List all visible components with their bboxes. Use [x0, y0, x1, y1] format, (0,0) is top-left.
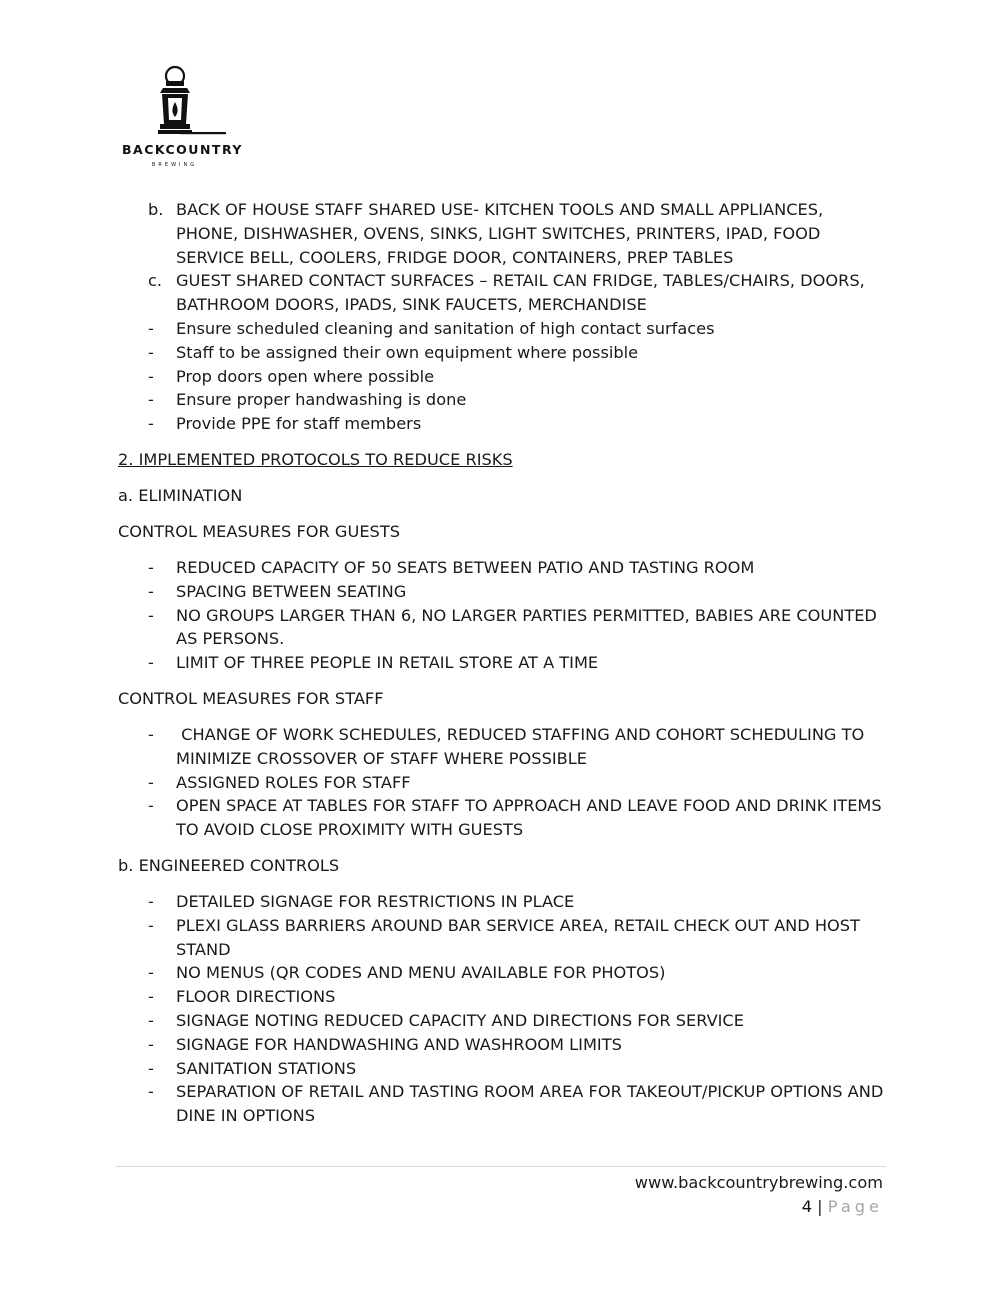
list-item — [118, 556, 888, 580]
list-marker: - — [148, 318, 154, 338]
list-item-text: Prop doors open where possible — [176, 366, 435, 386]
list-item — [118, 723, 888, 771]
list-item-text: SEPARATION OF RETAIL AND TASTING ROOM AREA FOR TAKEOUT/PICKUP OPTIONS AND DINE IN OPTIONS — [176, 1082, 884, 1126]
list-marker: - — [148, 390, 154, 410]
list-item — [118, 651, 888, 675]
section-heading: 2. IMPLEMENTED PROTOCOLS TO REDUCE RISKS — [118, 449, 513, 469]
list-item-text: REDUCED CAPACITY OF 50 SEATS BETWEEN PATIO AND TASTING ROOM — [176, 557, 755, 577]
list-item-text: Ensure scheduled cleaning and sanitation of high contact surfaces — [176, 318, 715, 338]
list-item-text: BACK OF HOUSE STAFF SHARED USE- KITCHEN TOOLS AND SMALL APPLIANCES, PHONE, DISHWASHER, OVENS, SINKS, LIGHT SWITCHES, PRINTERS, IPAD, FOOD SERVICE BELL, COOLERS, FRIDGE DOOR, CONTAINERS, PREP TABLES — [176, 200, 824, 267]
dash-marker: - — [148, 557, 154, 577]
logo-subtitle: BREWING — [152, 162, 198, 168]
staff-heading: CONTROL MEASURES FOR STAFF — [118, 688, 384, 708]
list-item — [118, 341, 888, 365]
list-item-text: GUEST SHARED CONTACT SURFACES – RETAIL CAN FRIDGE, TABLES/CHAIRS, DOORS, BATHROOM DOORS, IPADS, SINK FAUCETS, MERCHANDISE — [176, 271, 865, 315]
logo-wordmark: BACKCOUNTRY — [122, 142, 243, 157]
list-item-text: DETAILED SIGNAGE FOR RESTRICTIONS IN PLACE — [176, 891, 575, 911]
guests-list — [118, 556, 888, 675]
list-item-text: SPACING BETWEEN SEATING — [176, 581, 407, 601]
dash-marker: - — [148, 1010, 154, 1030]
list-item — [118, 794, 888, 842]
list-marker: - — [148, 366, 154, 386]
page-number: 4 — [801, 1197, 813, 1216]
document-body — [118, 198, 888, 1128]
subsection-heading-elimination: a. ELIMINATION — [118, 485, 243, 505]
list-item — [118, 604, 888, 652]
list-item-text: PLEXI GLASS BARRIERS AROUND BAR SERVICE AREA, RETAIL CHECK OUT AND HOST STAND — [176, 915, 860, 959]
list-item — [118, 1009, 888, 1033]
list-item-text: FLOOR DIRECTIONS — [176, 987, 336, 1007]
footer-divider — [116, 1166, 886, 1167]
list-marker: c. — [148, 271, 163, 291]
list-item — [118, 1080, 888, 1128]
dash-marker: - — [148, 1034, 154, 1054]
dash-marker: - — [148, 987, 154, 1007]
staff-list — [118, 723, 888, 842]
dash-marker: - — [148, 1082, 154, 1102]
list-item-text: SANITATION STATIONS — [176, 1058, 357, 1078]
list-item — [118, 1057, 888, 1081]
footer-website: www.backcountrybrewing.com — [634, 1173, 883, 1192]
list-item-text: ASSIGNED ROLES FOR STAFF — [176, 772, 411, 792]
list-item — [118, 985, 888, 1009]
dash-marker: - — [148, 796, 154, 816]
dash-marker: - — [148, 1058, 154, 1078]
list-item-text: NO MENUS (QR CODES AND MENU AVAILABLE FOR PHOTOS) — [176, 963, 666, 983]
dash-marker: - — [148, 891, 154, 911]
engineered-list — [118, 890, 888, 1128]
list-item — [118, 365, 888, 389]
lantern-icon — [158, 67, 226, 134]
page-indicator — [635, 1195, 883, 1219]
list-item — [118, 961, 888, 985]
list-item — [118, 1033, 888, 1057]
list-item-text: SIGNAGE NOTING REDUCED CAPACITY AND DIRECTIONS FOR SERVICE — [176, 1010, 744, 1030]
list-item-text: Ensure proper handwashing is done — [176, 390, 467, 410]
dash-marker: - — [148, 963, 154, 983]
dash-marker: - — [148, 772, 154, 792]
list-item — [118, 890, 888, 914]
dash-marker: - — [148, 724, 154, 744]
list-marker: b. — [148, 200, 164, 219]
guests-heading: CONTROL MEASURES FOR GUESTS — [118, 521, 400, 541]
dash-marker: - — [148, 653, 154, 673]
list-item — [118, 580, 888, 604]
list-item-text: OPEN SPACE AT TABLES FOR STAFF TO APPROACH AND LEAVE FOOD AND DRINK ITEMS TO AVOID CLOSE PROXIMITY WITH GUESTS — [176, 796, 882, 840]
list-item — [118, 412, 888, 436]
list-item — [118, 269, 888, 317]
list-item-text: Provide PPE for staff members — [176, 414, 422, 434]
list-top — [118, 198, 888, 436]
page-footer — [635, 1171, 883, 1219]
brand-logo — [120, 62, 243, 170]
subsection-heading-engineered: b. ENGINEERED CONTROLS — [118, 855, 340, 875]
list-item — [118, 317, 888, 341]
dash-marker: - — [148, 581, 154, 601]
list-item-text: NO GROUPS LARGER THAN 6, NO LARGER PARTIES PERMITTED, BABIES ARE COUNTED AS PERSONS. — [176, 605, 877, 649]
list-item — [118, 771, 888, 795]
list-item — [118, 198, 888, 269]
page-separator: | — [817, 1197, 823, 1216]
list-item-text: SIGNAGE FOR HANDWASHING AND WASHROOM LIMITS — [176, 1034, 622, 1054]
dash-marker: - — [148, 915, 154, 935]
list-marker: - — [148, 414, 154, 434]
list-item-text: LIMIT OF THREE PEOPLE IN RETAIL STORE AT A TIME — [176, 653, 599, 673]
list-item-text: CHANGE OF WORK SCHEDULES, REDUCED STAFFING AND COHORT SCHEDULING TO MINIMIZE CROSSOVER OF STAFF WHERE POSSIBLE — [176, 724, 870, 768]
list-marker: - — [148, 342, 154, 362]
page-label: Page — [827, 1197, 883, 1216]
dash-marker: - — [148, 605, 154, 625]
list-item — [118, 914, 888, 962]
list-item — [118, 388, 888, 412]
list-item-text: Staff to be assigned their own equipment where possible — [176, 342, 639, 362]
